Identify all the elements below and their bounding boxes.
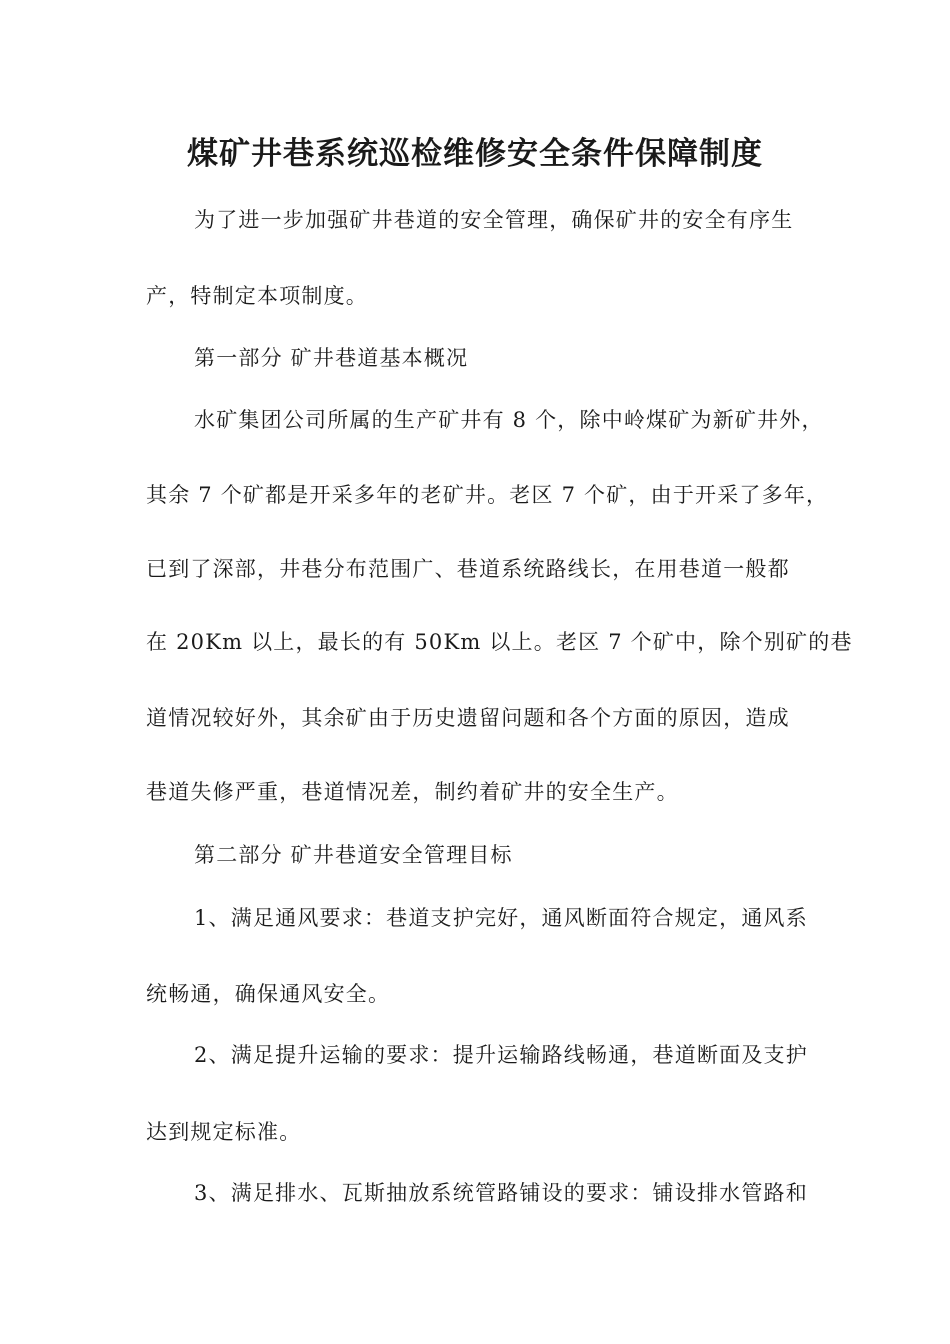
paragraph-line: 水矿集团公司所属的生产矿井有 8 个，除中岭煤矿为新矿井外， [194, 408, 824, 432]
section-heading: 第二部分 矿井巷道安全管理目标 [194, 843, 513, 867]
paragraph-line: 已到了深部，井巷分布范围广、巷道系统路线长，在用巷道一般都 [146, 557, 790, 581]
section-heading: 第一部分 矿井巷道基本概况 [194, 346, 469, 370]
document-title: 煤矿井巷系统巡检维修安全条件保障制度 [187, 136, 763, 172]
paragraph-line: 道情况较好外，其余矿由于历史遗留问题和各个方面的原因，造成 [146, 706, 790, 730]
paragraph-line: 达到规定标准。 [146, 1120, 302, 1144]
paragraph-line: 2、满足提升运输的要求：提升运输路线畅通，巷道断面及支护 [194, 1043, 808, 1067]
paragraph-line: 产，特制定本项制度。 [146, 284, 368, 308]
paragraph-line: 统畅通，确保通风安全。 [146, 982, 391, 1006]
paragraph-line: 1、满足通风要求：巷道支护完好，通风断面符合规定，通风系 [194, 906, 808, 930]
paragraph-line: 巷道失修严重，巷道情况差，制约着矿井的安全生产。 [146, 780, 679, 804]
paragraph-line: 在 20Km 以上，最长的有 50Km 以上。老区 7 个矿中，除个别矿的巷 [146, 630, 853, 654]
paragraph-line: 为了进一步加强矿井巷道的安全管理，确保矿井的安全有序生 [194, 208, 794, 232]
paragraph-line: 3、满足排水、瓦斯抽放系统管路铺设的要求：铺设排水管路和 [194, 1181, 808, 1205]
paragraph-line: 其余 7 个矿都是开采多年的老矿井。老区 7 个矿，由于开采了多年， [146, 483, 829, 507]
